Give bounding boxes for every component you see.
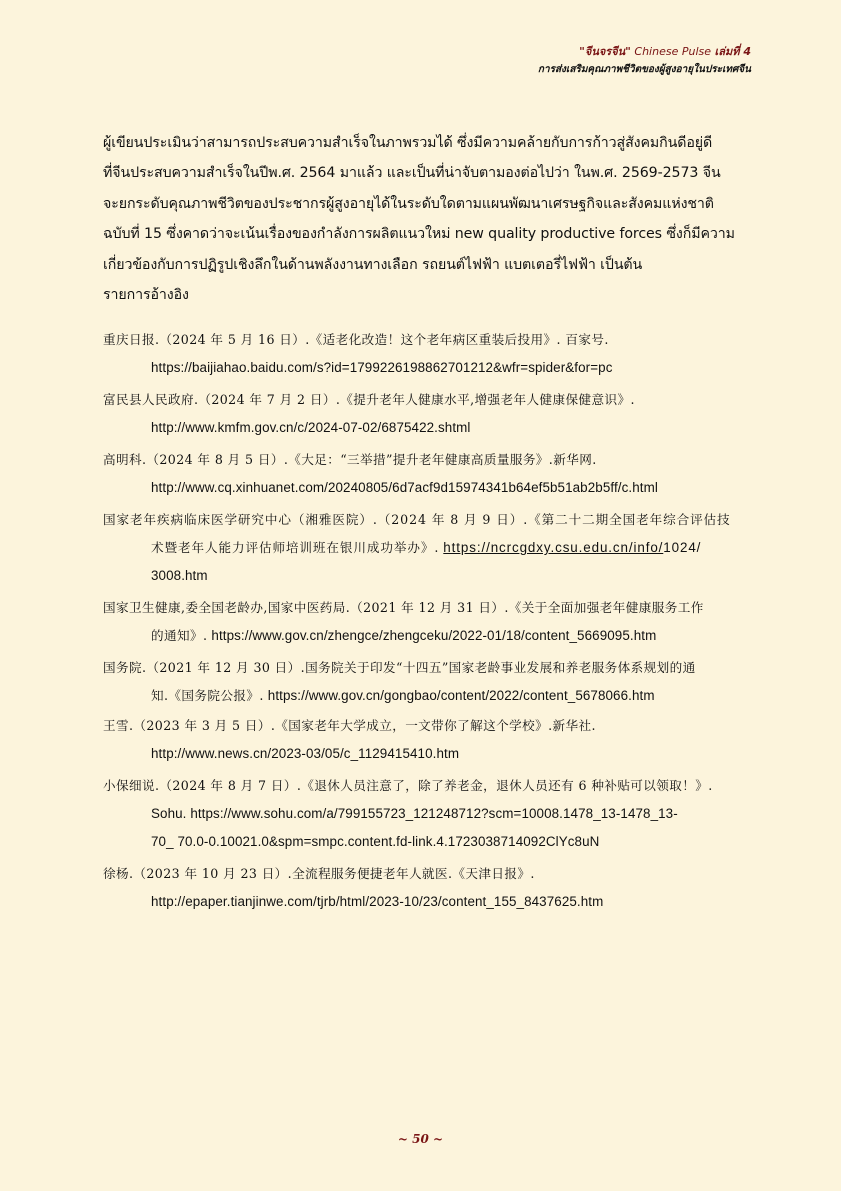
- reference-url[interactable]: http://www.news.cn/2023-03/05/c_1129415410.htm: [151, 746, 460, 761]
- reference-citation: 国家卫生健康,委全国老龄办,国家中医药局.（2021 年 12 月 31 日）.《关于全面加强老年健康服务工作: [103, 600, 704, 615]
- body-line: ฉบับที่ 15 ซึ่งคาดว่าจะเน้นเรื่องของกำลังการผลิตแนวใหม่ new quality productive forces ซึ่งก็มีความ: [103, 226, 735, 243]
- reference-citation: 徐杨.（2023 年 10 月 23 日）.全流程服务便捷老年人就医.《天津日报》.: [103, 866, 535, 881]
- reference-continuation: [103, 682, 745, 710]
- volume-label: เล่มที่ 4: [714, 45, 751, 58]
- reference-continuation: [103, 622, 745, 650]
- reference-url[interactable]: https://baijiahao.baidu.com/s?id=1799226198862701212&wfr=spider&for=pc: [151, 360, 613, 375]
- reference-item: [103, 594, 745, 650]
- running-header: [538, 44, 751, 80]
- body-line: จะยกระดับคุณภาพชีวิตของประชากรผู้สูงอายุได้ในระดับใดตามแผนพัฒนาเศรษฐกิจและสังคมแห่งชาติ: [103, 195, 714, 212]
- reference-item: [103, 654, 745, 710]
- reference-url[interactable]: Sohu. https://www.sohu.com/a/799155723_121248712?scm=10008.1478_13-1478_13-: [151, 806, 678, 821]
- body-line: ที่จีนประสบความสำเร็จในปีพ.ศ. 2564 มาแล้ว และเป็นที่น่าจับตามองต่อไปว่า ในพ.ศ. 2569-2573 จีน: [103, 165, 721, 182]
- references-list: [103, 326, 745, 916]
- reference-citation: 重庆日报.（2024 年 5 月 16 日）.《适老化改造！这个老年病区重装后投用》. 百家号.: [103, 332, 609, 347]
- reference-item: [103, 712, 745, 768]
- reference-citation: 高明科.（2024 年 8 月 5 日）.《大足：“三举措”提升老年健康高质量服务》.新华网.: [103, 452, 597, 467]
- reference-citation-cont: 的通知》.: [151, 628, 208, 643]
- body-line: เกี่ยวข้องกับการปฏิรูปเชิงลึกในด้านพลังงานทางเลือก รถยนต์ไฟฟ้า แบตเตอรี่ไฟฟ้า เป็นต้น: [103, 256, 643, 273]
- reference-url[interactable]: https://ncrcgdxy.csu.edu.cn/info/: [443, 540, 664, 555]
- body-line: ผู้เขียนประเมินว่าสามารถประสบความสำเร็จในภาพรวมได้ ซึ่งมีความคล้ายกับการก้าวสู่สังคมกินดีอยู่ดี: [103, 135, 713, 151]
- reference-citation: 国务院.（2021 年 12 月 30 日）.国务院关于印发“十四五”国家老龄事业发展和养老服务体系规划的通: [103, 660, 696, 675]
- page-number: ~ 50 ~: [397, 1132, 444, 1146]
- reference-citation: 小保细说.（2024 年 8 月 7 日）.《退休人员注意了，除了养老金，退休人员还有 6 种补贴可以领取！》.: [103, 778, 713, 793]
- reference-url[interactable]: http://www.kmfm.gov.cn/c/2024-07-02/6875422.shtml: [151, 420, 471, 435]
- reference-url-cont: 70_ 70.0-0.10021.0&spm=smpc.content.fd-link.4.1723038714092ClYc8uN: [151, 834, 600, 849]
- references-heading: รายการอ้างอิง: [103, 287, 189, 304]
- reference-citation: 王雪.（2023 年 3 月 5 日）.《国家老年大学成立，一文带你了解这个学校》.新华社.: [103, 718, 596, 733]
- reference-citation-cont: 术暨老年人能力评估师培训班在银川成功举办》.: [151, 540, 440, 555]
- reference-citation: 国家老年疾病临床医学研究中心（湘雅医院）.（2024 年 8 月 9 日）.《第二十二期全国老年综合评估技: [103, 512, 731, 527]
- reference-citation-cont: 知.《国务院公报》.: [151, 688, 264, 703]
- reference-citation: 富民县人民政府.（2024 年 7 月 2 日）.《提升老年人健康水平,增强老年人健康保健意识》.: [103, 392, 635, 407]
- reference-item: [103, 446, 745, 502]
- reference-url[interactable]: http://epaper.tianjinwe.com/tjrb/html/2023-10/23/content_155_8437625.htm: [151, 894, 604, 909]
- reference-item: [103, 860, 745, 916]
- reference-url[interactable]: http://www.cq.xinhuanet.com/20240805/6d7acf9d15974341b64ef5b51ab2b5ff/c.html: [151, 480, 658, 495]
- article-title: การส่งเสริมคุณภาพชีวิตของผู้สูงอายุในประเทศจีน: [537, 64, 751, 75]
- series-title: "จีนจรจีน": [579, 45, 631, 58]
- body-paragraph: [103, 128, 745, 310]
- reference-url[interactable]: https://www.gov.cn/gongbao/content/2022/content_5678066.htm: [267, 688, 655, 703]
- series-english-title: Chinese Pulse: [634, 45, 711, 58]
- header-series-line: [538, 44, 751, 60]
- reference-item: [103, 386, 745, 442]
- reference-item: [103, 506, 745, 590]
- reference-item: [103, 772, 745, 856]
- reference-url-cont: 3008.htm: [151, 568, 208, 583]
- reference-continuation: [103, 534, 745, 562]
- reference-url-cont: 1024/: [663, 540, 702, 555]
- reference-url[interactable]: https://www.gov.cn/zhengce/zhengceku/2022-01/18/content_5669095.htm: [211, 628, 657, 643]
- reference-item: [103, 326, 745, 382]
